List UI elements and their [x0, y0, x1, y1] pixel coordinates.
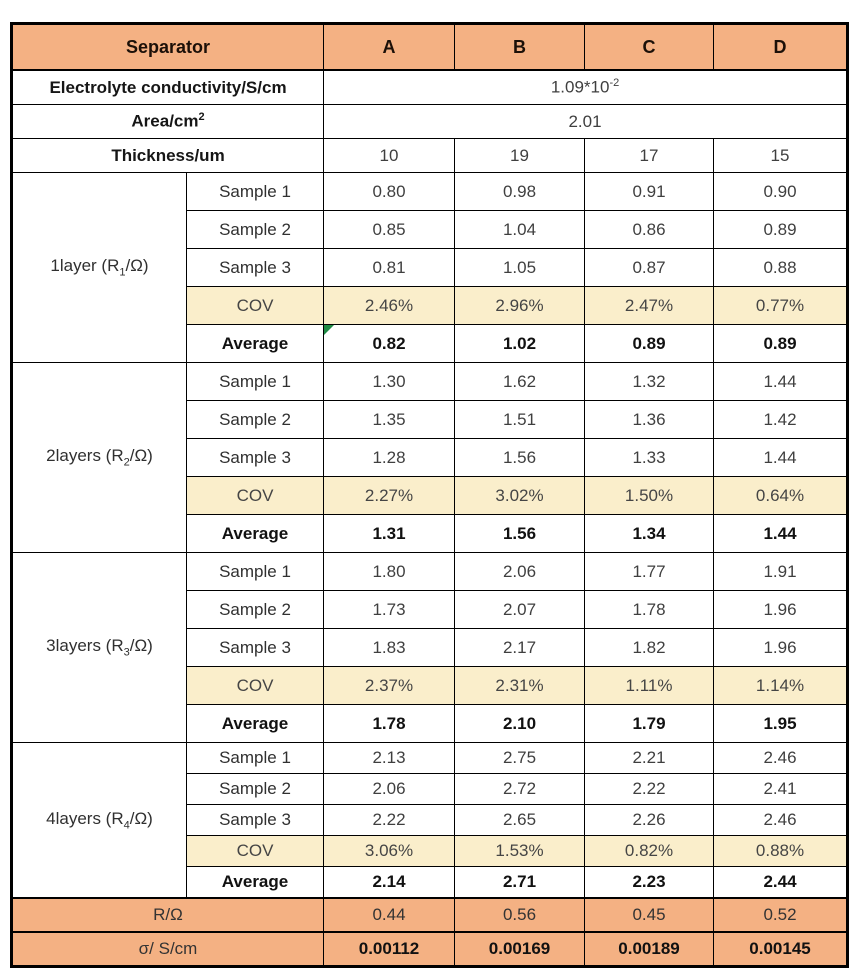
row-label-sample-3: Sample 3 — [187, 249, 324, 287]
row-label-sample-2: Sample 2 — [187, 401, 324, 439]
value-cell-c: 1.33 — [585, 439, 714, 477]
average-value-text: 0.82 — [372, 333, 406, 353]
cov-value-c: 0.82% — [585, 836, 714, 867]
header-separator: Separator — [12, 24, 324, 71]
value-cell-c: 1.82 — [585, 629, 714, 667]
value-cell-a: 1.35 — [324, 401, 455, 439]
value-cell-b: 2.72 — [455, 774, 585, 805]
value-cell-b: 1.62 — [455, 363, 585, 401]
average-value-d: 1.95 — [714, 705, 848, 743]
value-cell-d: 2.46 — [714, 805, 848, 836]
resistance-value-d: 0.52 — [714, 898, 848, 932]
cov-value-a: 3.06% — [324, 836, 455, 867]
table-header-row — [12, 24, 848, 71]
value-cell-c: 1.36 — [585, 401, 714, 439]
separator-conductivity-table — [10, 22, 849, 968]
row-label-average: Average — [187, 515, 324, 553]
cov-value-b: 3.02% — [455, 477, 585, 515]
thickness-label: Thickness/um — [12, 139, 324, 173]
row-label-cov: COV — [187, 477, 324, 515]
area-label — [12, 105, 324, 139]
value-cell-d: 1.96 — [714, 591, 848, 629]
row-label-sample-3: Sample 3 — [187, 629, 324, 667]
cov-value-b: 1.53% — [455, 836, 585, 867]
row-label-sigma: σ/ S/cm — [12, 932, 324, 967]
group-label-3layers — [12, 553, 187, 743]
group-label-text: 3layers (R — [46, 636, 124, 656]
area-label-base: Area/cm — [131, 111, 199, 131]
electrolyte-conductivity-row — [12, 70, 848, 105]
value-exponent: -2 — [609, 77, 620, 90]
resistance-value-c: 0.45 — [585, 898, 714, 932]
row-label-sample-1: Sample 1 — [187, 363, 324, 401]
group-label-4layers — [12, 743, 187, 899]
header-col-a: A — [324, 24, 455, 71]
cov-value-b: 2.31% — [455, 667, 585, 705]
cov-value-c: 1.50% — [585, 477, 714, 515]
cov-value-c: 1.11% — [585, 667, 714, 705]
average-value-a — [324, 325, 455, 363]
value-cell-d: 0.89 — [714, 211, 848, 249]
value-cell-a: 1.83 — [324, 629, 455, 667]
value-cell-b: 2.75 — [455, 743, 585, 774]
value-cell-a: 2.13 — [324, 743, 455, 774]
value-cell-c: 0.86 — [585, 211, 714, 249]
value-cell-c: 1.77 — [585, 553, 714, 591]
value-cell-c: 0.91 — [585, 173, 714, 211]
value-cell-b: 2.65 — [455, 805, 585, 836]
excel-error-indicator-icon — [324, 325, 334, 335]
electrolyte-conductivity-value — [324, 70, 848, 105]
row-label-average: Average — [187, 325, 324, 363]
average-value-c: 2.23 — [585, 867, 714, 899]
value-cell-b: 1.56 — [455, 439, 585, 477]
group-label-unit: /Ω) — [129, 636, 153, 656]
conductivity-summary-row — [12, 932, 848, 967]
value-cell-c: 1.78 — [585, 591, 714, 629]
header-col-b: B — [455, 24, 585, 71]
average-value-d: 1.44 — [714, 515, 848, 553]
thickness-value-d: 15 — [714, 139, 848, 173]
value-cell-d: 1.91 — [714, 553, 848, 591]
value-cell-b: 1.04 — [455, 211, 585, 249]
value-cell-a: 0.81 — [324, 249, 455, 287]
cov-value-a: 2.37% — [324, 667, 455, 705]
value-cell-d: 2.46 — [714, 743, 848, 774]
value-cell-c: 1.32 — [585, 363, 714, 401]
electrolyte-conductivity-label: Electrolyte conductivity/S/cm — [12, 70, 324, 105]
cov-value-d: 0.64% — [714, 477, 848, 515]
group-label-text: 2layers (R — [46, 446, 124, 466]
sigma-value-c: 0.00189 — [585, 932, 714, 967]
resistance-value-a: 0.44 — [324, 898, 455, 932]
thickness-value-b: 19 — [455, 139, 585, 173]
value-cell-c: 0.87 — [585, 249, 714, 287]
value-cell-d: 1.44 — [714, 439, 848, 477]
value-cell-a: 0.80 — [324, 173, 455, 211]
value-cell-b: 1.05 — [455, 249, 585, 287]
cov-value-c: 2.47% — [585, 287, 714, 325]
value-cell-a: 2.22 — [324, 805, 455, 836]
value-cell-c: 2.21 — [585, 743, 714, 774]
row-label-sample-2: Sample 2 — [187, 774, 324, 805]
value-cell-b: 0.98 — [455, 173, 585, 211]
row-label-cov: COV — [187, 836, 324, 867]
value-cell-b: 2.17 — [455, 629, 585, 667]
row-label-sample-3: Sample 3 — [187, 439, 324, 477]
average-value-a: 1.31 — [324, 515, 455, 553]
sigma-value-d: 0.00145 — [714, 932, 848, 967]
value-cell-c: 2.22 — [585, 774, 714, 805]
average-value-a: 2.14 — [324, 867, 455, 899]
group-label-1layer — [12, 173, 187, 363]
value-base: 1.09*10 — [550, 77, 610, 97]
value-cell-d: 2.41 — [714, 774, 848, 805]
average-value-c: 1.79 — [585, 705, 714, 743]
value-cell-b: 2.06 — [455, 553, 585, 591]
header-col-c: C — [585, 24, 714, 71]
average-value-c: 1.34 — [585, 515, 714, 553]
area-label-superscript: 2 — [198, 111, 205, 124]
average-value-d: 2.44 — [714, 867, 848, 899]
cov-value-d: 1.14% — [714, 667, 848, 705]
value-cell-c: 2.26 — [585, 805, 714, 836]
table-row — [12, 743, 848, 774]
cov-value-a: 2.27% — [324, 477, 455, 515]
group-label-text: 1layer (R — [50, 256, 120, 276]
value-cell-a: 1.73 — [324, 591, 455, 629]
average-value-b: 1.56 — [455, 515, 585, 553]
average-value-a: 1.78 — [324, 705, 455, 743]
average-value-b: 1.02 — [455, 325, 585, 363]
row-label-cov: COV — [187, 667, 324, 705]
cov-value-d: 0.88% — [714, 836, 848, 867]
row-label-sample-2: Sample 2 — [187, 211, 324, 249]
resistance-value-b: 0.56 — [455, 898, 585, 932]
sigma-value-b: 0.00169 — [455, 932, 585, 967]
table-row — [12, 553, 848, 591]
area-row — [12, 105, 848, 139]
value-cell-a: 1.30 — [324, 363, 455, 401]
sigma-value-a: 0.00112 — [324, 932, 455, 967]
row-label-cov: COV — [187, 287, 324, 325]
table-row — [12, 173, 848, 211]
row-label-resistance: R/Ω — [12, 898, 324, 932]
average-value-d: 0.89 — [714, 325, 848, 363]
thickness-value-c: 17 — [585, 139, 714, 173]
value-cell-a: 2.06 — [324, 774, 455, 805]
value-cell-a: 0.85 — [324, 211, 455, 249]
average-value-b: 2.71 — [455, 867, 585, 899]
row-label-sample-1: Sample 1 — [187, 173, 324, 211]
value-cell-d: 1.96 — [714, 629, 848, 667]
cov-value-a: 2.46% — [324, 287, 455, 325]
row-label-sample-2: Sample 2 — [187, 591, 324, 629]
cov-value-b: 2.96% — [455, 287, 585, 325]
group-label-unit: /Ω) — [129, 446, 153, 466]
value-cell-a: 1.80 — [324, 553, 455, 591]
r-subscript: 1 — [119, 266, 126, 279]
r-subscript: 3 — [123, 646, 130, 659]
cov-value-d: 0.77% — [714, 287, 848, 325]
average-value-c: 0.89 — [585, 325, 714, 363]
thickness-row — [12, 139, 848, 173]
area-value: 2.01 — [324, 105, 848, 139]
value-cell-d: 1.42 — [714, 401, 848, 439]
group-label-text: 4layers (R — [46, 808, 124, 828]
resistance-summary-row — [12, 898, 848, 932]
row-label-sample-1: Sample 1 — [187, 553, 324, 591]
value-cell-d: 0.88 — [714, 249, 848, 287]
r-subscript: 2 — [123, 456, 130, 469]
value-cell-b: 1.51 — [455, 401, 585, 439]
value-cell-b: 2.07 — [455, 591, 585, 629]
value-cell-d: 1.44 — [714, 363, 848, 401]
table-row — [12, 363, 848, 401]
thickness-value-a: 10 — [324, 139, 455, 173]
group-label-2layers — [12, 363, 187, 553]
group-label-unit: /Ω) — [125, 256, 149, 276]
row-label-sample-3: Sample 3 — [187, 805, 324, 836]
group-label-unit: /Ω) — [129, 808, 153, 828]
value-cell-d: 0.90 — [714, 173, 848, 211]
average-value-b: 2.10 — [455, 705, 585, 743]
r-subscript: 4 — [123, 819, 130, 832]
row-label-average: Average — [187, 867, 324, 899]
header-col-d: D — [714, 24, 848, 71]
row-label-sample-1: Sample 1 — [187, 743, 324, 774]
value-cell-a: 1.28 — [324, 439, 455, 477]
row-label-average: Average — [187, 705, 324, 743]
